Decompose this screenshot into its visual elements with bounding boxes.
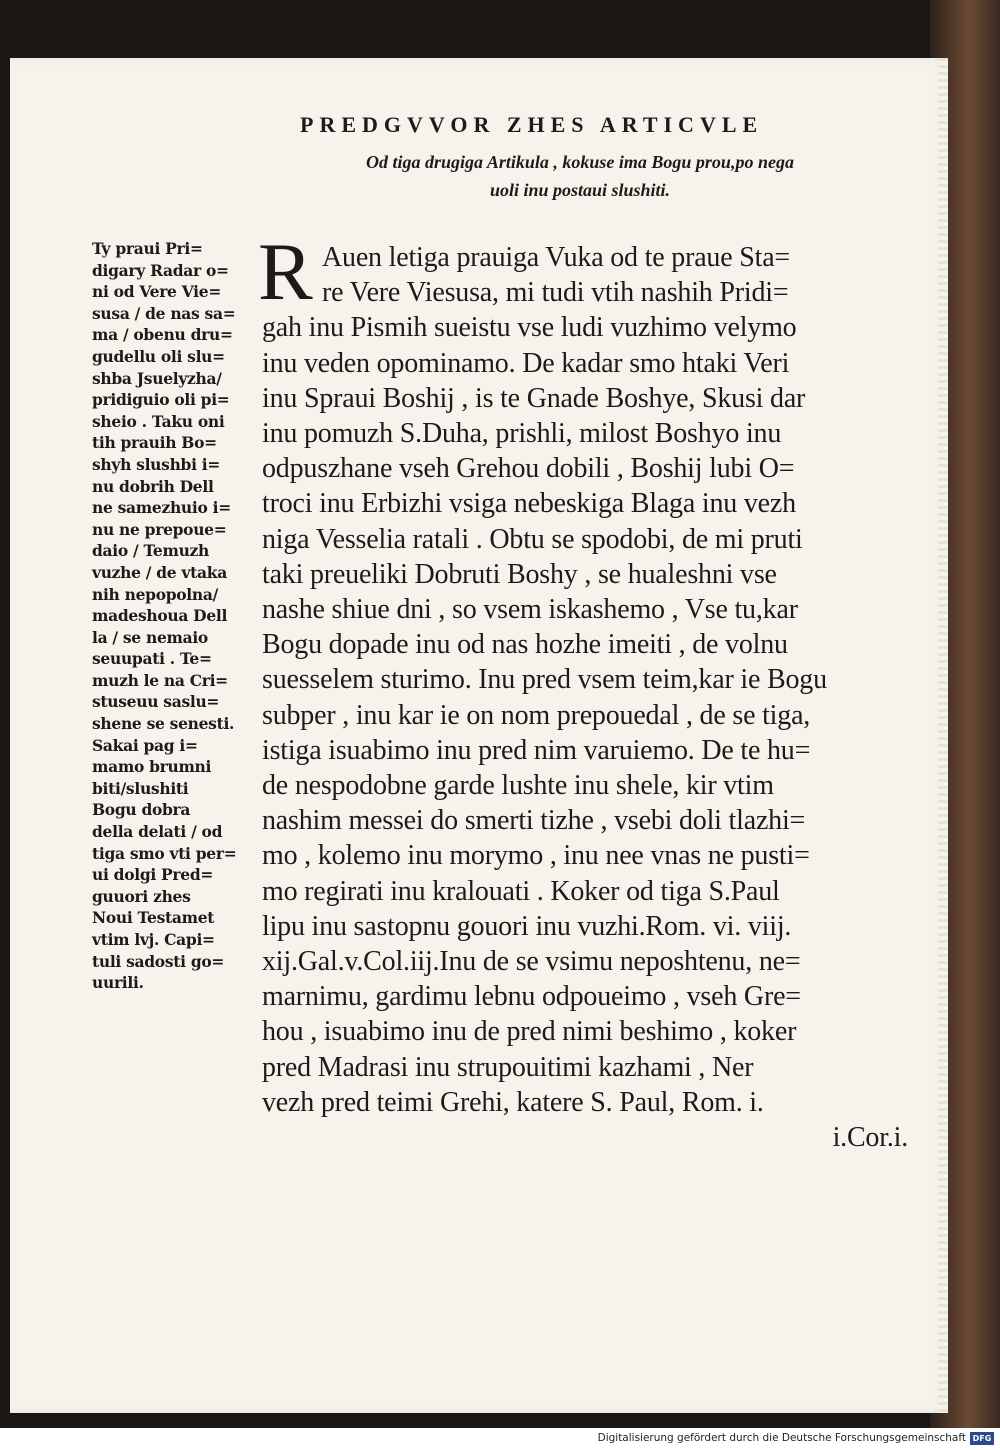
marginal-line: uurili. (92, 973, 144, 993)
marginal-line: daio / Temuzh (92, 541, 210, 561)
body-line: istiga isuabimo inu pred nim varuiemo. De te hu= (262, 734, 811, 766)
body-line: re Vere Viesusa, mi tudi vtih nashih Pridi= (322, 277, 789, 309)
body-line: odpuszhane vseh Grehou dobili , Boshij lubi O= (262, 453, 795, 485)
marginal-line: shba Jsuelyzha/ (92, 368, 222, 388)
body-line: gah inu Pismih sueistu vse ludi vuzhimo velymo (262, 312, 797, 344)
marginal-line: digary Radar o= (92, 260, 229, 280)
marginal-line: madeshoua Dell (92, 606, 228, 626)
subtitle-line: uoli inu postaui slushiti. (489, 180, 671, 200)
body-line: vezh pred teimi Grehi, katere S. Paul, Rom. i. (262, 1086, 764, 1118)
marginal-note (92, 238, 267, 994)
dfg-logo: DFG (970, 1432, 994, 1445)
marginal-line: Sakai pag i= (92, 735, 198, 755)
running-header: PREDGVVOR ZHES ARTICVLE (300, 112, 764, 137)
marginal-line: mamo brumni (92, 757, 212, 777)
marginal-line: ui dolgi Pred= (92, 865, 214, 885)
marginal-line: Bogu dobra (92, 800, 191, 820)
body-line: inu Spraui Boshij , is te Gnade Boshye, Skusi dar (262, 382, 806, 414)
marginal-line: vuzhe / de vtaka (92, 562, 227, 582)
body-line: nashim messei do smerti tizhe , vsebi doli tlazhi= (262, 805, 806, 837)
marginal-line: muzh le na Cri= (92, 670, 228, 690)
marginal-line: pridiguio oli pi= (92, 390, 230, 410)
body-line: xij.Gal.v.Col.iij.Inu de se vsimu neposhtenu, ne= (262, 946, 801, 978)
marginal-line: nih nepopolna/ (92, 584, 218, 604)
body-line: hou , isuabimo inu de pred nimi beshimo , koker (262, 1016, 797, 1048)
body-line: troci inu Erbizhi vsiga nebeskiga Blaga inu vezh (262, 488, 796, 520)
marginal-line: ne samezhuio i= (92, 498, 231, 518)
body-line: de nespodobne garde lushte inu shele, kir vtim (262, 770, 774, 802)
marginal-line: nu ne prepoue= (92, 519, 227, 539)
marginal-line: nu dobrih Dell (92, 476, 214, 496)
body-line: taki preueliki Dobruti Boshy , se hualeshni vse (262, 558, 777, 590)
marginal-line: seuupati . Te= (92, 649, 212, 669)
body-text (262, 240, 928, 1155)
marginal-line: Ty praui Pri= (92, 239, 203, 258)
marginal-line: ni od Vere Vie= (92, 282, 222, 302)
body-line: lipu inu sastopnu gouori inu vuzhi.Rom. vi. viij. (262, 910, 792, 942)
chapter-subtitle (300, 148, 860, 204)
marginal-line: la / se nemaio (92, 627, 208, 647)
marginal-line: ma / obenu dru= (92, 325, 233, 345)
marginal-line: tuli sadosti go= (92, 951, 225, 971)
body-line: Auen letiga prauiga Vuka od te praue Sta= (322, 242, 791, 273)
marginal-line: tih prauih Bo= (92, 433, 217, 453)
marginal-line: susa / de nas sa= (92, 303, 236, 323)
body-line: suesselem sturimo. Inu pred vsem teim,kar ie Bogu (262, 664, 827, 696)
page-edge (938, 58, 948, 1413)
body-line: Bogu dopade inu od nas hozhe imeiti , de volnu (262, 629, 788, 661)
marginal-line: stuseuu saslu= (92, 692, 220, 712)
body-line: niga Vesselia ratali . Obtu se spodobi, de mi pruti (262, 523, 803, 555)
body-line: marnimu, gardimu lebnu odpoueimo , vseh Gre= (262, 981, 801, 1013)
marginal-line: della delati / od (92, 822, 223, 842)
marginal-line: gudellu oli slu= (92, 346, 225, 366)
marginal-line: biti/slushiti (92, 778, 189, 798)
marginal-line: vtim lvj. Capi= (92, 930, 215, 949)
marginal-line: shene se senesti. (92, 714, 235, 734)
marginal-line: shyh slushbi i= (92, 454, 221, 474)
drop-cap: R (258, 226, 313, 317)
body-line: pred Madrasi inu strupouitimi kazhami , Ner (262, 1051, 754, 1083)
body-line: i.Cor.i. (832, 1122, 908, 1154)
marginal-line: sheio . Taku oni (92, 411, 225, 431)
footer-bar (0, 1428, 1000, 1450)
body-line: inu veden opominamo. De kadar smo htaki Veri (262, 347, 790, 379)
body-line: subper , inu kar ie on nom prepouedal , de se tiga, (262, 699, 811, 731)
subtitle-line: Od tiga drugiga Artikula , kokuse ima Bogu prou,po nega (366, 152, 794, 172)
body-line: inu pomuzh S.Duha, prishli, milost Boshyo inu (262, 418, 782, 450)
body-line: mo regirati inu kralouati . Koker od tiga S.Paul (262, 875, 780, 907)
footer-credit: Digitalisierung gefördert durch die Deutsche Forschungsgemeinschaft (597, 1432, 966, 1444)
marginal-line: Noui Testamet (92, 908, 215, 928)
body-line: nashe shiue dni , so vsem iskashemo , Vse tu,kar (262, 594, 798, 626)
marginal-line: guuori zhes (92, 886, 191, 906)
body-line: mo , kolemo inu morymo , inu nee vnas ne pusti= (262, 840, 810, 872)
marginal-line: tiga smo vti per= (92, 843, 237, 863)
